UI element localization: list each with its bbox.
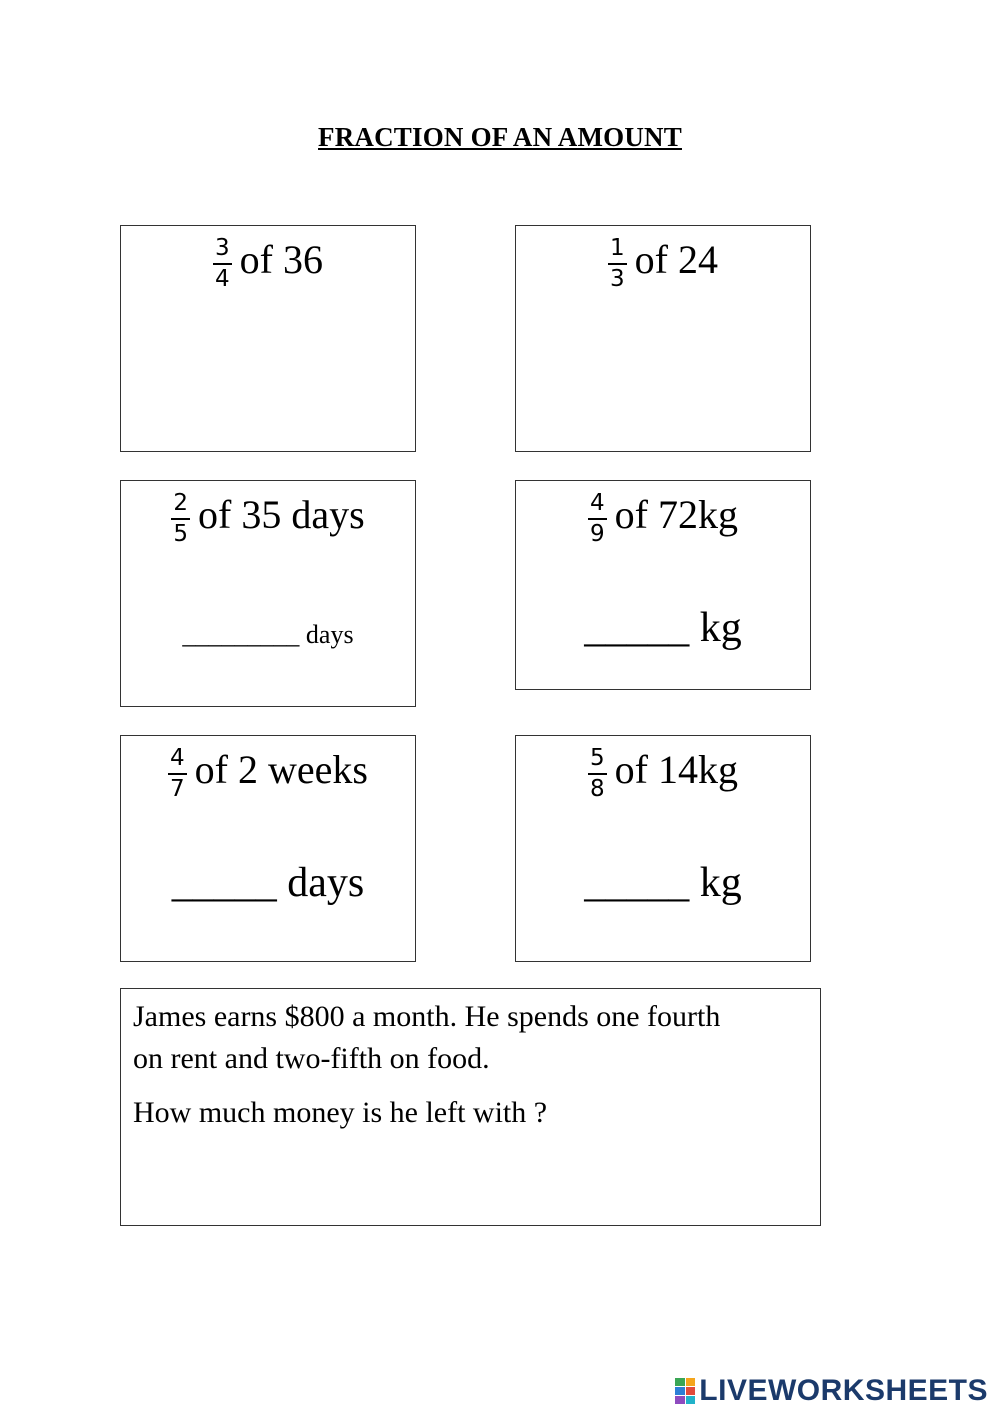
numerator: 3 (213, 237, 232, 265)
answer-blank[interactable]: _____ days (171, 860, 365, 906)
numerator: 4 (588, 492, 607, 520)
fraction (608, 237, 627, 291)
fraction (588, 492, 607, 546)
amount-text: of 36 (239, 237, 323, 283)
numerator: 1 (608, 237, 627, 265)
numerator: 5 (588, 747, 607, 775)
fraction-expression (121, 747, 415, 801)
problem-box-1 (120, 225, 416, 452)
fraction (213, 237, 232, 291)
denominator: 3 (610, 266, 625, 292)
amount-text: of 14kg (614, 747, 738, 793)
problem-box-5 (120, 735, 416, 962)
answer-blank[interactable]: _____ kg (584, 860, 742, 906)
numerator: 4 (168, 747, 187, 775)
logo-text: LIVEWORKSHEETS (699, 1374, 988, 1407)
logo-tile (675, 1387, 685, 1395)
fraction-expression (121, 492, 415, 546)
fraction-expression (121, 237, 415, 291)
word-problem-line: on rent and two-fifth on food. (133, 1042, 490, 1075)
problem-box-2 (515, 225, 811, 452)
word-problem-question: How much money is he left with ? (133, 1096, 548, 1129)
fraction (588, 747, 607, 801)
word-problem-text (133, 996, 812, 1134)
amount-text: of 35 days (198, 492, 365, 538)
fraction (171, 492, 190, 546)
liveworksheets-logo (675, 1374, 988, 1408)
amount-text: of 2 weeks (194, 747, 368, 793)
fraction-expression (516, 237, 810, 291)
logo-tile (686, 1378, 696, 1386)
denominator: 5 (173, 521, 188, 547)
problem-box-6 (515, 735, 811, 962)
answer-blank[interactable]: _____ kg (584, 605, 742, 651)
numerator: 2 (171, 492, 190, 520)
fraction (168, 747, 187, 801)
logo-tile (675, 1396, 685, 1404)
logo-icon (675, 1378, 695, 1404)
amount-text: of 72kg (614, 492, 738, 538)
word-problem-line: James earns $800 a month. He spends one fourth (133, 1000, 721, 1033)
fraction-expression (516, 492, 810, 546)
answer-blank[interactable]: _________ days (182, 620, 354, 649)
denominator: 9 (590, 521, 605, 547)
fraction-expression (516, 747, 810, 801)
word-problem-box (120, 988, 821, 1226)
problem-box-4 (515, 480, 811, 690)
denominator: 7 (170, 776, 185, 802)
denominator: 8 (590, 776, 605, 802)
worksheet-title: FRACTION OF AN AMOUNT (318, 122, 682, 152)
problem-box-3 (120, 480, 416, 707)
amount-text: of 24 (634, 237, 718, 283)
denominator: 4 (215, 266, 230, 292)
logo-tile (675, 1378, 685, 1386)
logo-tile (686, 1396, 696, 1404)
logo-tile (686, 1387, 696, 1395)
